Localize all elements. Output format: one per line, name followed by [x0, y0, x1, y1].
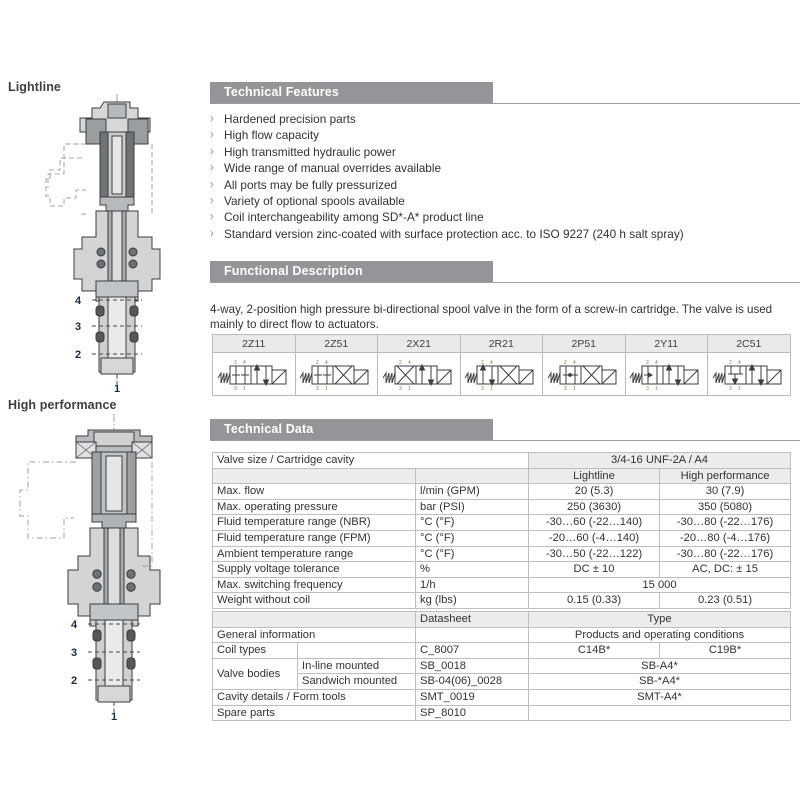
technical-data-table [212, 452, 791, 609]
svg-text:2: 2 [398, 360, 402, 366]
list-item [210, 127, 800, 143]
svg-text:4: 4 [655, 360, 659, 366]
svg-text:4: 4 [325, 360, 329, 366]
svg-text:4: 4 [737, 360, 741, 366]
row-value-lightline: 250 (3630) [529, 499, 660, 515]
valve-drawings-column [0, 0, 205, 800]
column-header-lightline: Lightline [529, 468, 660, 484]
spool-symbol-2Z11 [213, 353, 296, 396]
header-datasheet: Datasheet [416, 612, 529, 628]
svg-text:3: 3 [563, 386, 567, 392]
feature-text: Variety of optional spools available [224, 194, 405, 209]
spool-symbols-table [212, 334, 791, 396]
column-header-highperformance: High performance [660, 468, 791, 484]
section-header-bar [210, 419, 493, 440]
highperformance-valve-svg [0, 412, 205, 722]
spool-symbol-2C51 [708, 353, 791, 396]
valve-size-value: 3/4-16 UNF-2A / A4 [529, 453, 791, 469]
row-unit: l/min (GPM) [416, 484, 529, 500]
row-label: Weight without coil [213, 593, 416, 609]
table-row [213, 453, 791, 469]
table-row [213, 658, 791, 674]
row-unit: bar (PSI) [416, 499, 529, 515]
port-label-4: 4 [74, 295, 82, 307]
general-information-type: Products and operating conditions [529, 627, 791, 643]
table-row [213, 484, 791, 500]
svg-text:2: 2 [481, 360, 485, 366]
row-unit: % [416, 562, 529, 578]
row-value-switching: 15 000 [529, 577, 791, 593]
spare-parts-label: Spare parts [213, 705, 416, 721]
spare-parts-datasheet: SP_8010 [416, 705, 529, 721]
svg-text:4: 4 [407, 360, 411, 366]
table-row [213, 499, 791, 515]
table-row [213, 593, 791, 609]
lightline-valve-svg [0, 92, 205, 392]
svg-text:1: 1 [737, 386, 741, 392]
row-label: Max. flow [213, 484, 416, 500]
list-item [210, 193, 800, 209]
spool-symbol-2X21 [378, 353, 461, 396]
svg-text:3: 3 [728, 386, 732, 392]
table-row [213, 689, 791, 705]
valve-bodies-inline-type: SB-A4* [529, 658, 791, 674]
svg-text:3: 3 [233, 386, 237, 392]
port-label-3: 3 [70, 647, 78, 659]
blank-cell [213, 612, 416, 628]
highperformance-drawing-title: High performance [8, 398, 117, 412]
port-label-1: 1 [113, 383, 121, 392]
svg-text:2: 2 [563, 360, 567, 366]
spool-symbol-row [213, 353, 791, 396]
chevron-right-icon: › [210, 162, 214, 175]
list-item [210, 226, 800, 242]
table-row [213, 643, 791, 659]
valve-bodies-inline-label: In-line mounted [298, 658, 416, 674]
feature-text: High flow capacity [224, 128, 320, 143]
port-label-1: 1 [110, 711, 118, 722]
list-item [210, 209, 800, 225]
spool-header-2Z11: 2Z11 [213, 335, 296, 353]
svg-text:3: 3 [398, 386, 402, 392]
row-unit: 1/h [416, 577, 529, 593]
chevron-right-icon: › [210, 129, 214, 142]
row-value-lightline: -30…50 (-22…122) [529, 546, 660, 562]
spool-symbol-2P51 [543, 353, 626, 396]
table-row [213, 674, 791, 690]
coil-types-type-1: C14B* [529, 643, 660, 659]
row-value-highperformance: 30 (7.9) [660, 484, 791, 500]
chevron-right-icon: › [210, 178, 214, 191]
spool-header-2Y11: 2Y11 [625, 335, 708, 353]
list-item [210, 160, 800, 176]
list-item [210, 144, 800, 160]
svg-text:1: 1 [572, 386, 576, 392]
lightline-drawing-title: Lightline [8, 80, 61, 94]
table-row [213, 577, 791, 593]
chevron-right-icon: › [210, 227, 214, 240]
chevron-right-icon: › [210, 211, 214, 224]
svg-text:1: 1 [407, 386, 411, 392]
table-row [213, 705, 791, 721]
cavity-type: SMT-A4* [529, 689, 791, 705]
spool-header-2C51: 2C51 [708, 335, 791, 353]
valve-size-label: Valve size / Cartridge cavity [213, 453, 529, 469]
valve-bodies-label: Valve bodies [213, 658, 298, 689]
feature-text: All ports may be fully pressurized [224, 177, 398, 192]
valve-bodies-sandwich-datasheet: SB-04(06)_0028 [416, 674, 529, 690]
table-row [213, 627, 791, 643]
svg-text:1: 1 [655, 386, 659, 392]
svg-text:2: 2 [646, 360, 650, 366]
lightline-valve-section-drawing [0, 92, 205, 397]
port-label-2: 2 [74, 349, 82, 361]
spool-header-2Z51: 2Z51 [295, 335, 378, 353]
section-header-label: Functional Description [224, 264, 363, 278]
svg-text:1: 1 [325, 386, 329, 392]
port-label-3: 3 [74, 321, 82, 333]
valve-bodies-inline-datasheet: SB_0018 [416, 658, 529, 674]
svg-text:2: 2 [233, 360, 237, 366]
row-value-lightline: 20 (5.3) [529, 484, 660, 500]
table-row [213, 612, 791, 628]
row-unit: °C (°F) [416, 515, 529, 531]
spool-header-2R21: 2R21 [460, 335, 543, 353]
row-unit: °C (°F) [416, 546, 529, 562]
svg-text:3: 3 [646, 386, 650, 392]
row-label: Fluid temperature range (FPM) [213, 530, 416, 546]
product-information-table [212, 611, 791, 721]
row-unit: kg (lbs) [416, 593, 529, 609]
spool-header-row [213, 335, 791, 353]
technical-features-list [210, 111, 800, 242]
row-label: Supply voltage tolerance [213, 562, 416, 578]
cavity-label: Cavity details / Form tools [213, 689, 416, 705]
spool-header-2P51: 2P51 [543, 335, 626, 353]
blank-cell [416, 468, 529, 484]
feature-text: Wide range of manual overrides available [224, 161, 442, 176]
port-label-4: 4 [70, 619, 78, 631]
spool-symbol-2R21 [460, 353, 543, 396]
spool-header-2X21: 2X21 [378, 335, 461, 353]
blank-cell [416, 627, 529, 643]
row-value-lightline: DC ± 10 [529, 562, 660, 578]
svg-text:4: 4 [242, 360, 246, 366]
row-value-highperformance: -20…80 (-4…176) [660, 530, 791, 546]
section-header-technical-data [210, 419, 800, 441]
row-value-highperformance: -30…80 (-22…176) [660, 515, 791, 531]
table-row [213, 468, 791, 484]
highperformance-valve-section-drawing [0, 412, 205, 727]
svg-text:4: 4 [490, 360, 494, 366]
row-label: Max. operating pressure [213, 499, 416, 515]
section-header-bar [210, 82, 493, 103]
row-label: Fluid temperature range (NBR) [213, 515, 416, 531]
feature-text: High transmitted hydraulic power [224, 144, 396, 159]
spool-symbol-2Y11 [625, 353, 708, 396]
row-value-highperformance: AC, DC: ± 15 [660, 562, 791, 578]
coil-types-datasheet: C_8007 [416, 643, 529, 659]
port-label-2: 2 [70, 675, 78, 687]
chevron-right-icon: › [210, 113, 214, 125]
list-item [210, 111, 800, 127]
blank-cell [213, 468, 416, 484]
svg-text:2: 2 [728, 360, 732, 366]
section-header-label: Technical Features [224, 85, 340, 99]
svg-text:3: 3 [481, 386, 485, 392]
coil-types-label: Coil types [213, 643, 298, 659]
row-value-highperformance: -30…80 (-22…176) [660, 546, 791, 562]
header-type: Type [529, 612, 791, 628]
svg-text:1: 1 [242, 386, 246, 392]
section-header-technical-features [210, 82, 800, 104]
feature-text: Standard version zinc-coated with surface protection acc. to ISO 9227 (240 h salt spray) [224, 226, 684, 241]
row-value-lightline: -30…60 (-22…140) [529, 515, 660, 531]
coil-types-type-2: C19B* [660, 643, 791, 659]
valve-bodies-sandwich-type: SB-*A4* [529, 674, 791, 690]
cavity-datasheet: SMT_0019 [416, 689, 529, 705]
table-row [213, 546, 791, 562]
row-value-lightline: 0.15 (0.33) [529, 593, 660, 609]
row-label: Ambient temperature range [213, 546, 416, 562]
svg-text:1: 1 [490, 386, 494, 392]
row-label: Max. switching frequency [213, 577, 416, 593]
functional-description-text: 4-way, 2-position high pressure bi-directional spool valve in the form of a screw-in cartridge. The valve is used mainly to direct flow to actuators. [210, 302, 773, 332]
svg-text:3: 3 [316, 386, 320, 392]
spool-symbol-2Z51 [295, 353, 378, 396]
chevron-right-icon: › [210, 145, 214, 158]
section-header-label: Technical Data [224, 422, 314, 436]
row-unit: °C (°F) [416, 530, 529, 546]
row-value-lightline: -20…60 (-4…140) [529, 530, 660, 546]
row-value-highperformance: 350 (5080) [660, 499, 791, 515]
general-information-label: General information [213, 627, 416, 643]
svg-text:4: 4 [572, 360, 576, 366]
section-header-bar [210, 261, 493, 282]
blank-cell [298, 643, 416, 659]
table-row [213, 515, 791, 531]
list-item [210, 177, 800, 193]
table-row [213, 562, 791, 578]
blank-cell [529, 705, 791, 721]
svg-text:2: 2 [316, 360, 320, 366]
chevron-right-icon: › [210, 195, 214, 208]
row-value-highperformance: 0.23 (0.51) [660, 593, 791, 609]
feature-text: Coil interchangeability among SD*-A* product line [224, 210, 484, 225]
table-row [213, 530, 791, 546]
valve-bodies-sandwich-label: Sandwich mounted [298, 674, 416, 690]
section-header-functional-description [210, 261, 800, 283]
feature-text: Hardened precision parts [224, 112, 356, 126]
